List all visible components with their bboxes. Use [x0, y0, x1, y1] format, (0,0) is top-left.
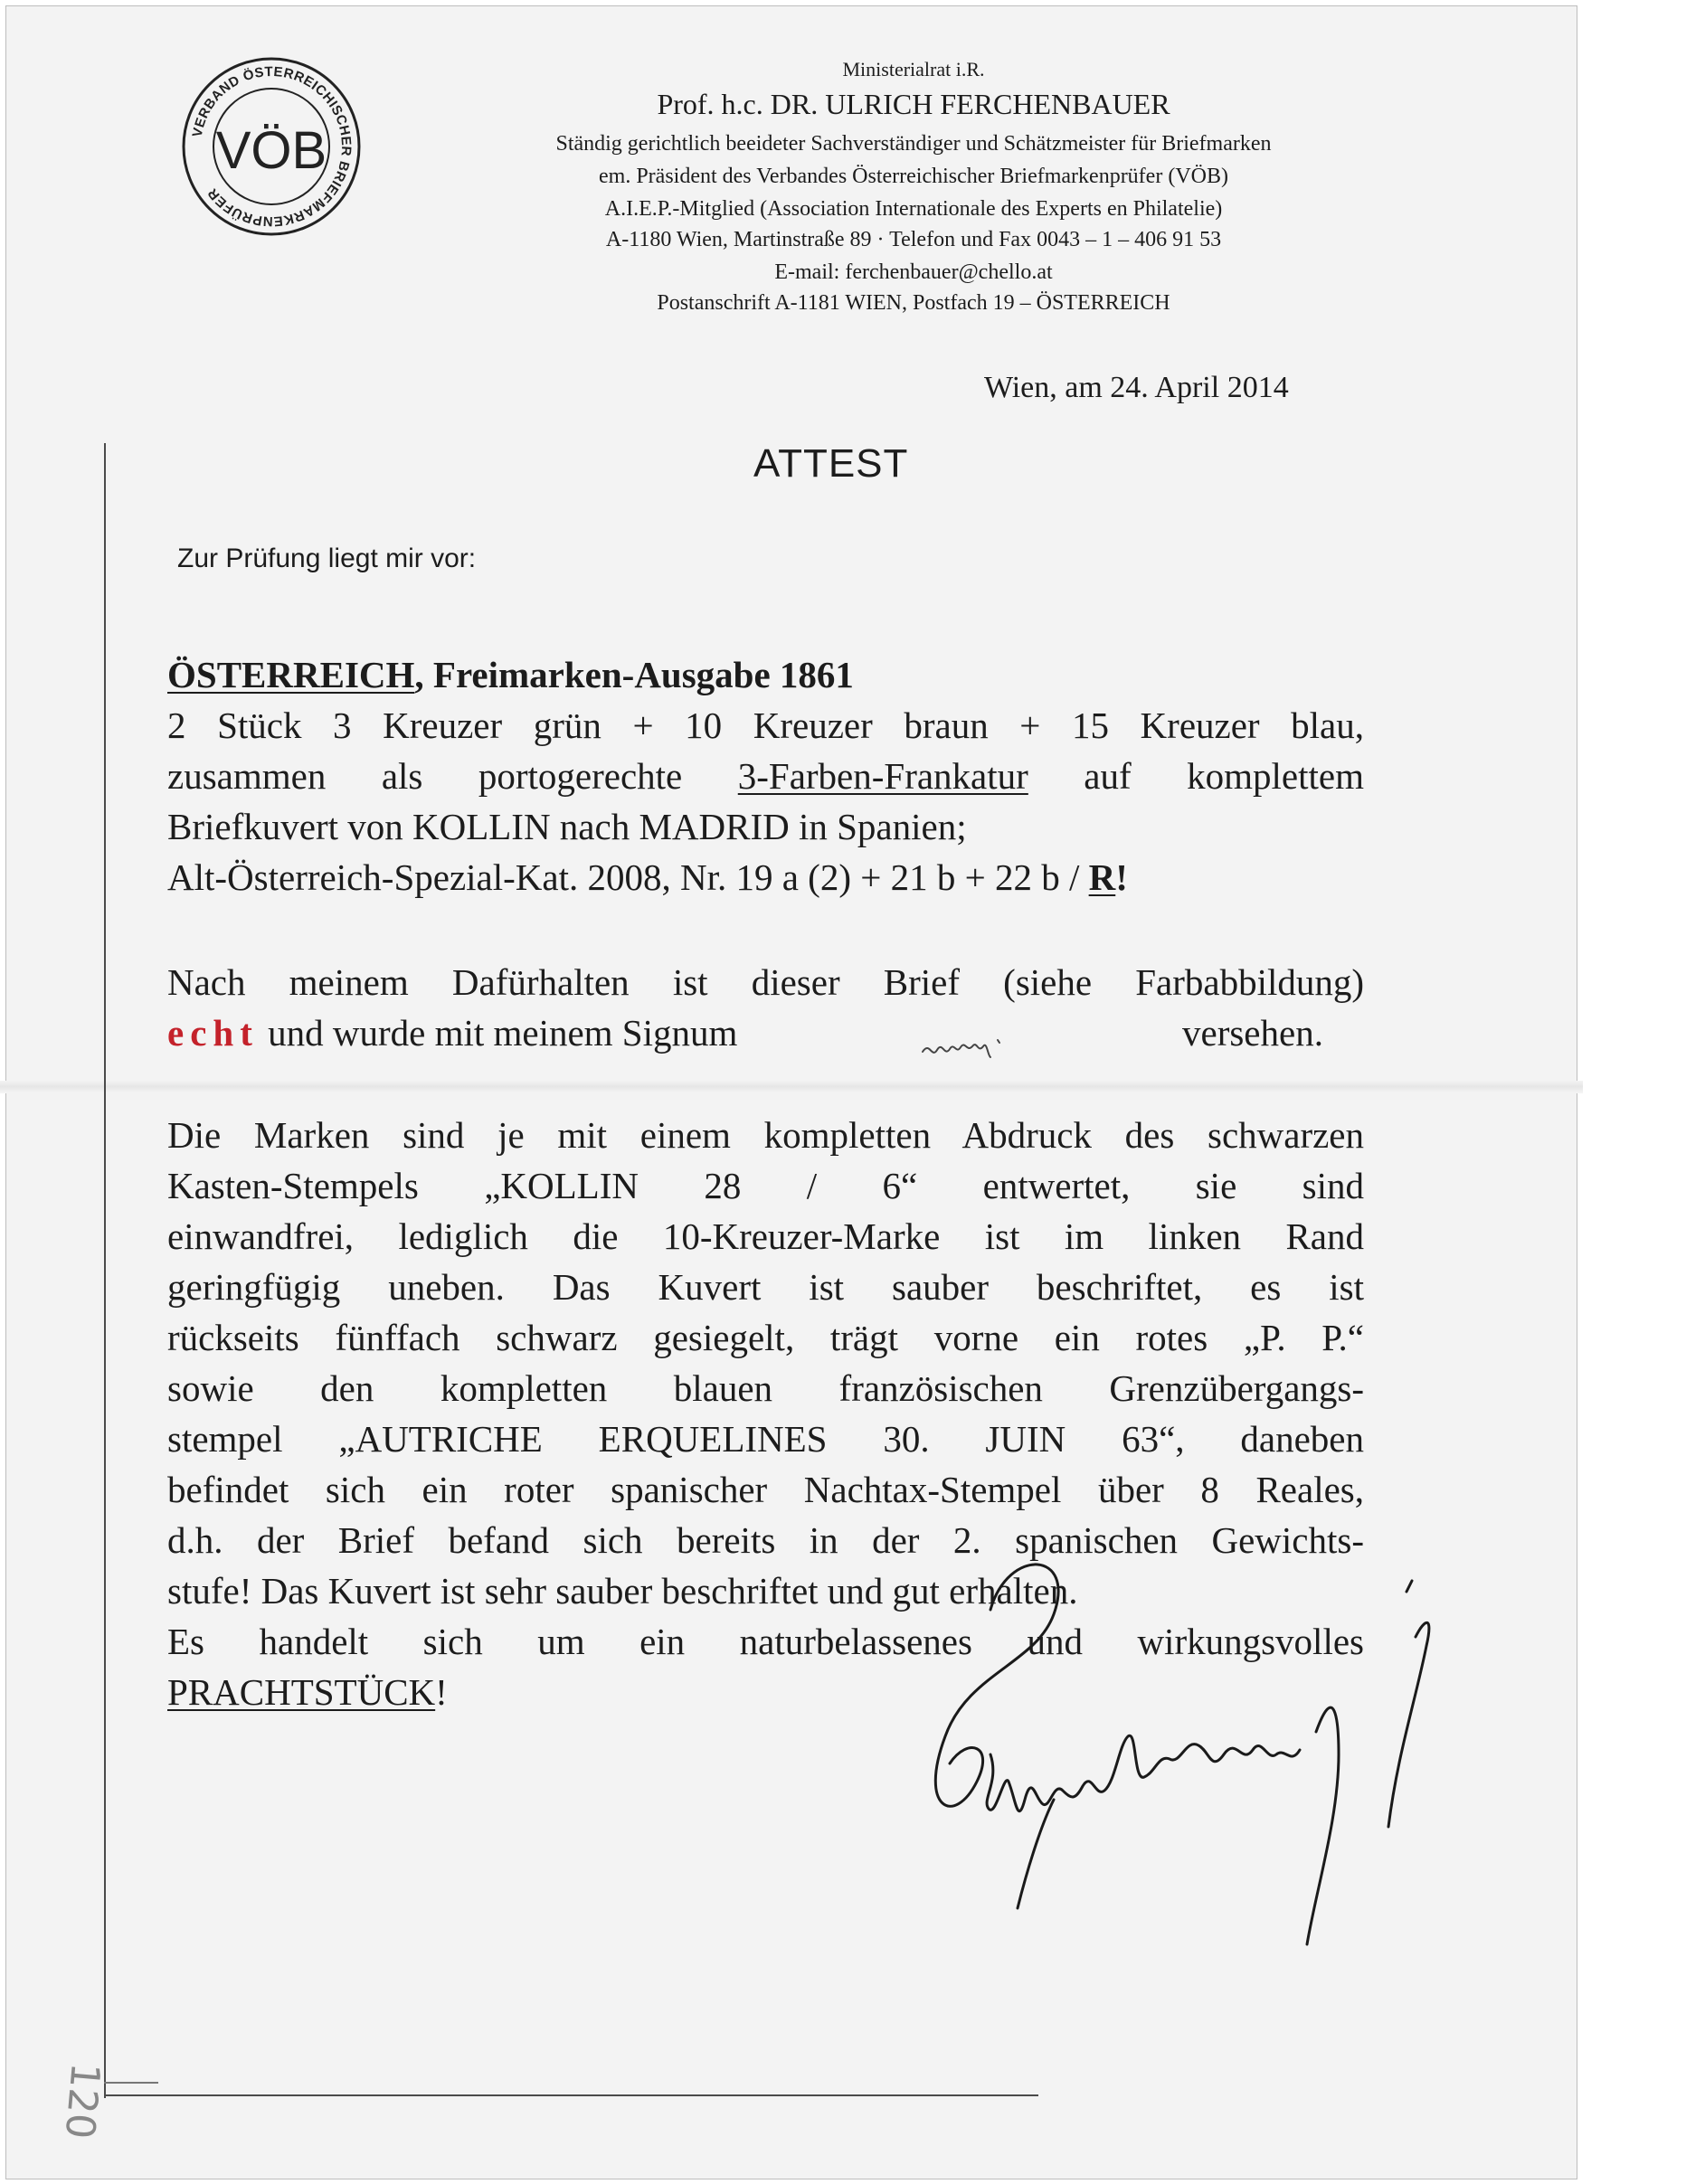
item-line	[167, 751, 1364, 801]
signum-scribble	[918, 1020, 1022, 1070]
item-country: ÖSTERREICH	[167, 654, 415, 695]
header-line: A-1180 Wien, Martinstraße 89 · Telefon und Fax 0043 – 1 – 406 91 53	[605, 228, 1222, 251]
item-description	[167, 649, 1364, 903]
item-line-part: zusammen als portogerechte	[167, 755, 738, 797]
margin-rule-vertical	[104, 443, 106, 2098]
handwritten-signature	[882, 1528, 1461, 1953]
item-line: Briefkuvert von KOLLIN nach MADRID in Spanien;	[167, 806, 967, 847]
document-heading: ATTEST	[753, 441, 909, 486]
margin-rule-horizontal	[104, 2094, 1038, 2096]
verdict-exclamation: !	[435, 1671, 448, 1713]
issue-date: Wien, am 24. April 2014	[984, 371, 1289, 404]
rarity-mark: R	[1088, 856, 1116, 898]
verdict-prachtstueck: PRACHTSTÜCK	[167, 1671, 436, 1713]
header-title-line: Ministerialrat i.R.	[842, 58, 985, 80]
item-line-part: auf komplettem	[1028, 755, 1365, 797]
opinion-end: versehen.	[1182, 1012, 1323, 1054]
item-catalogue-line	[167, 852, 1364, 903]
description-line: Die Marken sind je mit einem kompletten Abdruck des schwarzen	[167, 1114, 1364, 1156]
item-line: 2 Stück 3 Kreuzer grün + 10 Kreuzer braun + 15 Kreuzer blau,	[167, 704, 1364, 746]
header-email: E-mail: ferchenbauer@chello.at	[774, 260, 1053, 284]
description-line: stempel „AUTRICHE ERQUELINES 30. JUIN 63“, daneben	[167, 1418, 1364, 1460]
pencil-number: 120	[55, 2061, 109, 2141]
frankatur-term: 3-Farben-Frankatur	[737, 755, 1028, 797]
header-line: Ständig gerichtlich beeideter Sachverständiger und Schätzmeister für Briefmarken	[555, 132, 1272, 156]
header-line: em. Präsident des Verbandes Österreichischer Briefmarkenprüfer (VÖB)	[599, 165, 1228, 188]
rarity-exclamation: !	[1115, 856, 1128, 898]
opinion-verdict-line	[167, 1007, 1364, 1058]
description-line: stufe! Das Kuvert ist sehr sauber beschriftet und gut erhalten.	[167, 1570, 1078, 1612]
closing-line: Es handelt sich um ein naturbelassenes und wirkungsvolles	[167, 1621, 1364, 1662]
seal-center-text: VÖB	[215, 121, 327, 180]
item-title-line	[167, 649, 1364, 700]
description-line: einwandfrei, lediglich die 10-Kreuzer-Marke ist im linken Rand	[167, 1215, 1364, 1257]
verdict-genuine: echt	[167, 1012, 259, 1054]
header-name: Prof. h.c. DR. ULRICH FERCHENBAUER	[657, 88, 1170, 120]
paper-fold	[0, 1081, 1583, 1093]
opinion-text: und wurde mit meinem Signum	[258, 1012, 738, 1054]
seal-ring-text: VERBAND ÖSTERREICHISCHER BRIEFMARKENPRÜFER	[189, 63, 355, 230]
margin-rule-tick	[104, 2082, 158, 2084]
description-line: rückseits fünffach schwarz gesiegelt, trägt vorne ein rotes „P. P.“	[167, 1317, 1364, 1358]
pencil-note	[36, 2044, 109, 2179]
item-issue: , Freimarken-Ausgabe 1861	[414, 654, 854, 695]
description-line: befindet sich ein roter spanischer Nachtax-Stempel über 8 Reales,	[167, 1469, 1364, 1510]
header-line: A.I.E.P.-Mitglied (Association Internationale des Experts en Philatelie)	[604, 197, 1223, 221]
description-line: geringfügig uneben. Das Kuvert ist sauber beschriftet, es ist	[167, 1266, 1364, 1308]
header-postal-address: Postanschrift A-1181 WIEN, Postfach 19 – ÖSTERREICH	[657, 291, 1170, 315]
expert-opinion	[167, 957, 1364, 1058]
description-line: sowie den kompletten blauen französischen Grenzübergangs-	[167, 1367, 1364, 1409]
catalogue-reference: Alt-Österreich-Spezial-Kat. 2008, Nr. 19 a (2) + 21 b + 22 b /	[167, 856, 1089, 898]
description-line: d.h. der Brief befand sich bereits in der 2. spanischen Gewichts-	[167, 1519, 1364, 1561]
opinion-line: Nach meinem Dafürhalten ist dieser Brief (siehe Farbabbildung)	[167, 961, 1364, 1003]
description-line: Kasten-Stempels „KOLLIN 28 / 6“ entwertet, sie sind	[167, 1165, 1364, 1206]
intro-text: Zur Prüfung liegt mir vor:	[177, 544, 477, 573]
